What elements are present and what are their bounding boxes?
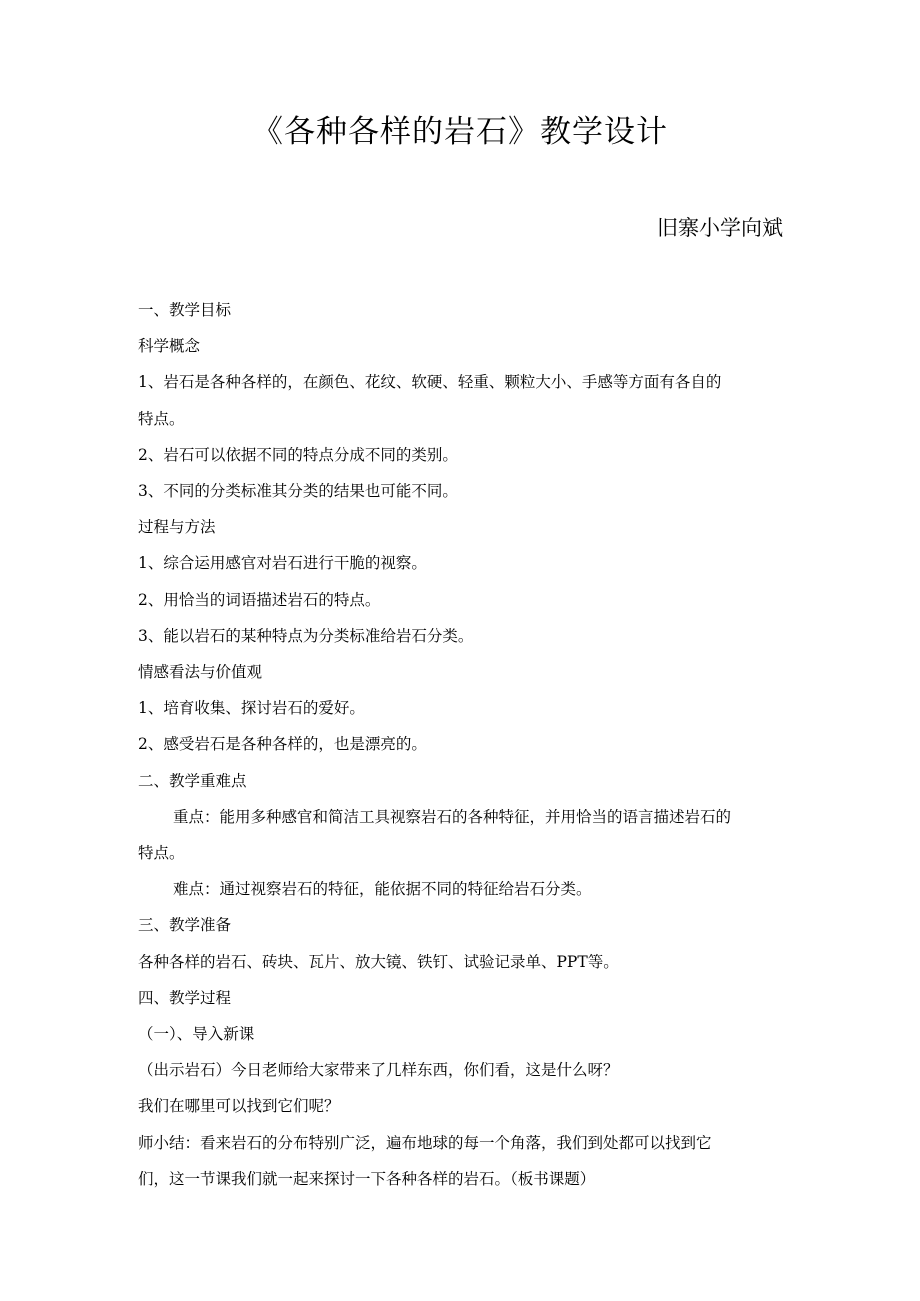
- document-author: 旧寨小学向斌: [657, 216, 783, 240]
- paragraph-line: 1、综合运用感官对岩石进行干脆的视察。: [138, 554, 427, 573]
- section-heading: 一、教学目标: [138, 301, 232, 319]
- paragraph-line: 1、培育收集、探讨岩石的爱好。: [138, 699, 365, 718]
- paragraph-line: 3、不同的分类标准其分类的结果也可能不同。: [138, 482, 458, 501]
- paragraph-line: 1、岩石是各种各样的，在颜色、花纹、软硬、轻重、颗粒大小、手感等方面有各自的: [138, 373, 722, 392]
- paragraph-line: 特点。: [138, 844, 185, 863]
- paragraph-line: 2、用恰当的词语描述岩石的特点。: [138, 590, 381, 609]
- document-body: [138, 292, 788, 1197]
- subsection-heading: 情感看法与价值观: [138, 663, 263, 682]
- subsection-heading: 科学概念: [138, 337, 201, 356]
- paragraph-line: （出示岩石）今日老师给大家带来了几样东西，你们看，这是什么呀？: [138, 1061, 619, 1080]
- subsection-heading: 过程与方法: [138, 518, 216, 537]
- paragraph-line: 我们在哪里可以找到它们呢？: [138, 1097, 340, 1116]
- paragraph-line: 2、岩石可以依据不同的特点分成不同的类别。: [138, 445, 458, 464]
- section-heading: 二、教学重难点: [138, 771, 247, 790]
- paragraph-line: 师小结：看来岩石的分布特别广泛，遍布地球的每一个角落，我们到处都可以找到它: [138, 1133, 712, 1152]
- section-heading: 三、教学准备: [138, 916, 232, 935]
- paragraph-line: 难点：通过视察岩石的特征，能依据不同的特征给岩石分类。: [173, 880, 592, 899]
- paragraph-line: 2、感受岩石是各种各样的，也是漂亮的。: [138, 735, 427, 754]
- paragraph-line: 各种各样的岩石、砖块、瓦片、放大镜、铁钉、试验记录单、PPT等。: [138, 952, 619, 971]
- paragraph-line: 们，这一节课我们就一起来探讨一下各种各样的岩石。（板书课题）: [138, 1169, 596, 1188]
- document-title: 《各种各样的岩石》教学设计: [252, 114, 668, 150]
- subsection-heading: （一）、导入新课: [138, 1025, 255, 1044]
- paragraph-line: 特点。: [138, 409, 185, 428]
- paragraph-line: 3、能以岩石的某种特点为分类标准给岩石分类。: [138, 626, 474, 645]
- paragraph-line: 重点：能用多种感官和简洁工具视察岩石的各种特征，并用恰当的语言描述岩石的: [173, 807, 732, 826]
- section-heading: 四、教学过程: [138, 988, 232, 1007]
